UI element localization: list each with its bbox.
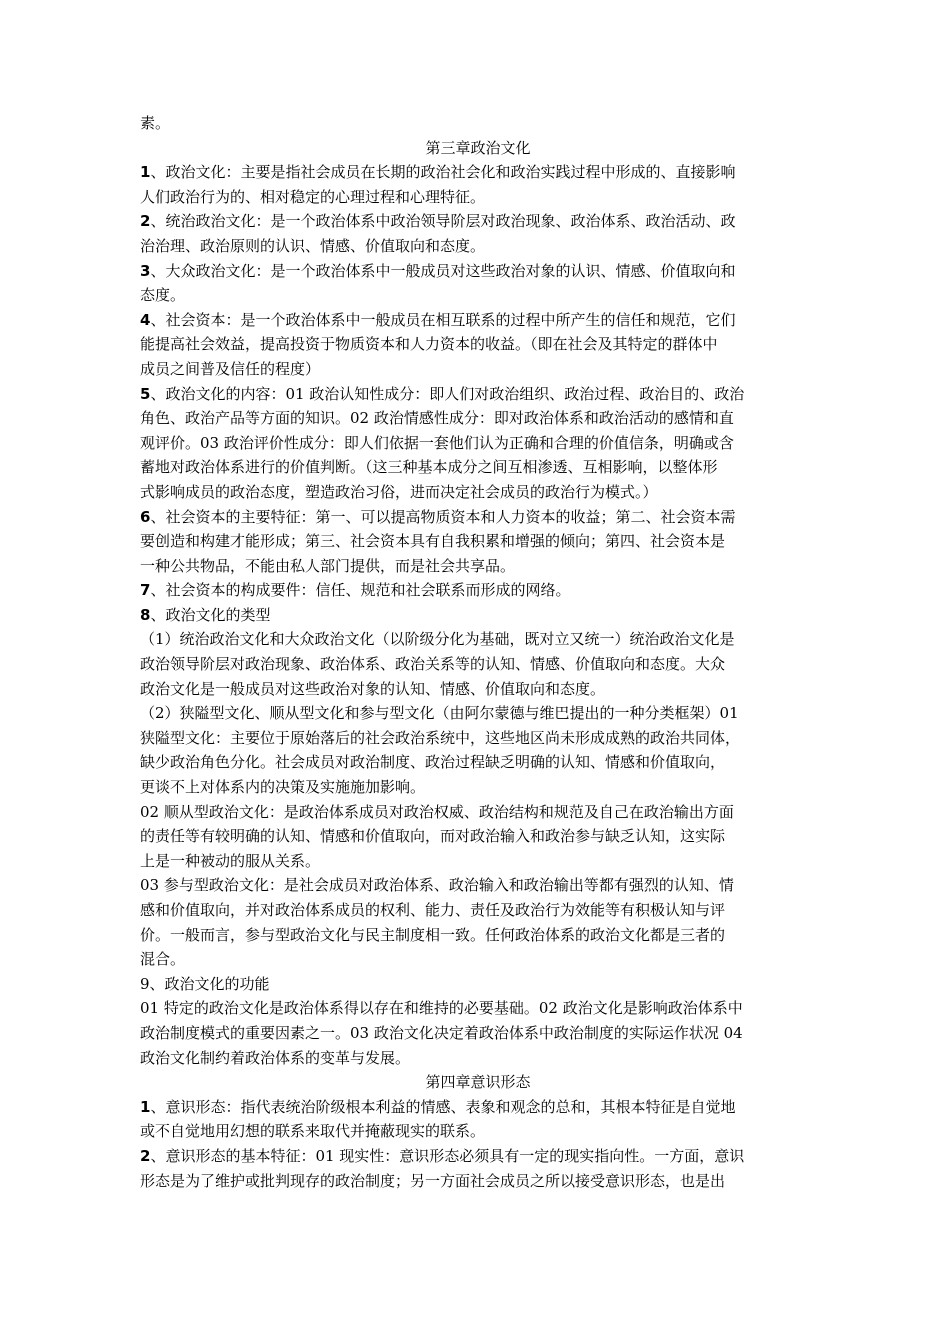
item-number: 5 xyxy=(140,384,151,403)
line-text: 观评价。03 政治评价性成分：即人们依据一套他们认为正确和合理的价值信条，明确或含 xyxy=(140,433,734,452)
text-line xyxy=(140,554,816,579)
line-text: 更谈不上对体系内的决策及实施施加影响。 xyxy=(140,778,426,797)
text-line xyxy=(140,431,816,456)
line-text: 混合。 xyxy=(140,950,186,969)
text-line xyxy=(140,898,816,923)
line-text: 政治文化是一般成员对这些政治对象的认知、情感、价值取向和态度。 xyxy=(140,679,606,698)
line-text: 第四章意识形态 xyxy=(425,1073,531,1092)
line-text: 、意识形态：指代表统治阶级根本利益的情感、表象和观念的总和，其根本特征是自觉地 xyxy=(150,1097,736,1116)
text-line xyxy=(140,209,816,234)
document-page xyxy=(140,111,816,1193)
line-text: （1）统治政治文化和大众政治文化（以阶级分化为基础，既对立又统一）统治政治文化是 xyxy=(140,630,735,649)
line-text: 政治领导阶层对政治现象、政治体系、政治关系等的认知、情感、价值取向和态度。大众 xyxy=(140,655,726,674)
text-line xyxy=(140,308,816,333)
item-number: 7 xyxy=(140,581,151,600)
line-text: 角色、政治产品等方面的知识。02 政治情感性成分：即对政治体系和政治活动的感情和直 xyxy=(140,409,734,428)
text-line xyxy=(140,259,816,284)
line-text: 要创造和构建才能形成；第三、社会资本具有自我积累和增强的倾向；第四、社会资本是 xyxy=(140,532,726,551)
line-text: 、社会资本的构成要件：信任、规范和社会联系而形成的网络。 xyxy=(150,581,571,600)
line-text: 的责任等有较明确的认知、情感和价值取向，而对政治输入和政治参与缺乏认知，这实际 xyxy=(140,827,726,846)
line-text: 、大众政治文化：是一个政治体系中一般成员对这些政治对象的认识、情感、价值取向和 xyxy=(150,261,736,280)
item-number: 1 xyxy=(140,1097,151,1116)
text-line xyxy=(140,1095,816,1120)
line-text: 一种公共物品，不能由私人部门提供，而是社会共享品。 xyxy=(140,556,516,575)
item-number: 6 xyxy=(140,507,151,526)
line-text: 式影响成员的政治态度，塑造政治习俗，进而决定社会成员的政治行为模式。） xyxy=(140,482,658,501)
line-text: 、统治政治文化：是一个政治体系中政治领导阶层对政治现象、政治体系、政治活动、政 xyxy=(150,212,736,231)
line-text: 价。一般而言，参与型政治文化与民主制度相一致。任何政治体系的政治文化都是三者的 xyxy=(140,925,726,944)
line-text: 02 顺从型政治文化：是政治体系成员对政治权威、政治结构和规范及自己在政治输出方面 xyxy=(140,802,734,821)
line-text: 形态是为了维护或批判现存的政治制度；另一方面社会成员之所以接受意识形态，也是出 xyxy=(140,1171,726,1190)
item-number: 2 xyxy=(140,1146,151,1165)
chapter-heading xyxy=(140,136,816,161)
text-line xyxy=(140,1119,816,1144)
chapter-heading xyxy=(140,1070,816,1095)
item-number: 2 xyxy=(140,212,151,231)
text-line xyxy=(140,160,816,185)
text-line xyxy=(140,185,816,210)
line-text: 、社会资本：是一个政治体系中一般成员在相互联系的过程中所产生的信任和规范，它们 xyxy=(150,310,736,329)
item-number: 8 xyxy=(140,605,151,624)
line-text: 、意识形态的基本特征：01 现实性：意识形态必须具有一定的现实指向性。一方面，意识 xyxy=(150,1146,745,1165)
text-line xyxy=(140,406,816,431)
text-line xyxy=(140,529,816,554)
line-text: 态度。 xyxy=(140,286,186,305)
text-line xyxy=(140,578,816,603)
item-number: 4 xyxy=(140,310,151,329)
line-text: 或不自觉地用幻想的联系来取代并掩蔽现实的联系。 xyxy=(140,1122,486,1141)
text-line xyxy=(140,849,816,874)
text-line xyxy=(140,234,816,259)
line-text: 成员之间普及信任的程度） xyxy=(140,359,321,378)
text-line xyxy=(140,283,816,308)
text-line xyxy=(140,800,816,825)
text-line xyxy=(140,480,816,505)
text-line xyxy=(140,652,816,677)
text-line xyxy=(140,357,816,382)
line-text: 、政治文化的内容：01 政治认知性成分：即人们对政治组织、政治过程、政治目的、政治 xyxy=(150,384,745,403)
text-line xyxy=(140,996,816,1021)
line-text: 政治制度模式的重要因素之一。03 政治文化决定着政治体系中政治制度的实际运作状况 04 xyxy=(140,1023,743,1042)
line-text: 政治文化制约着政治体系的变革与发展。 xyxy=(140,1048,411,1067)
line-text: 素。 xyxy=(140,114,171,132)
text-line xyxy=(140,775,816,800)
text-line xyxy=(140,873,816,898)
text-line xyxy=(140,455,816,480)
text-line xyxy=(140,972,816,997)
line-text: 狭隘型文化：主要位于原始落后的社会政治系统中，这些地区尚未形成成熟的政治共同体， xyxy=(140,728,741,747)
text-line xyxy=(140,947,816,972)
text-line xyxy=(140,111,816,136)
text-line xyxy=(140,382,816,407)
line-text: 治治理、政治原则的认识、情感、价值取向和态度。 xyxy=(140,236,486,255)
line-text: 9、政治文化的功能 xyxy=(140,974,270,993)
line-text: 能提高社会效益，提高投资于物质资本和人力资本的收益。（即在社会及其特定的群体中 xyxy=(140,335,718,354)
line-text: 第三章政治文化 xyxy=(425,138,531,157)
line-text: 、政治文化：主要是指社会成员在长期的政治社会化和政治实践过程中形成的、直接影响 xyxy=(150,163,736,182)
item-number: 3 xyxy=(140,261,151,280)
text-line xyxy=(140,1046,816,1071)
line-text: 、社会资本的主要特征：第一、可以提高物质资本和人力资本的收益；第二、社会资本需 xyxy=(150,507,736,526)
text-line xyxy=(140,627,816,652)
line-text: （2）狭隘型文化、顺从型文化和参与型文化（由阿尔蒙德与维巴提出的一种分类框架）01 xyxy=(140,704,739,723)
text-line xyxy=(140,677,816,702)
line-text: 、政治文化的类型 xyxy=(150,605,271,624)
line-text: 上是一种被动的服从关系。 xyxy=(140,851,321,870)
text-line xyxy=(140,701,816,726)
text-line xyxy=(140,505,816,530)
line-text: 人们政治行为的、相对稳定的心理过程和心理特征。 xyxy=(140,187,486,206)
line-text: 蓄地对政治体系进行的价值判断。（这三种基本成分之间互相渗透、互相影响，以整体形 xyxy=(140,458,718,477)
text-line xyxy=(140,603,816,628)
text-line xyxy=(140,1169,816,1194)
text-line xyxy=(140,750,816,775)
text-line xyxy=(140,824,816,849)
line-text: 03 参与型政治文化：是社会成员对政治体系、政治输入和政治输出等都有强烈的认知、情 xyxy=(140,876,734,895)
text-line xyxy=(140,923,816,948)
line-text: 感和价值取向，并对政治体系成员的权利、能力、责任及政治行为效能等有积极认知与评 xyxy=(140,901,726,919)
text-line xyxy=(140,332,816,357)
text-line xyxy=(140,726,816,751)
text-line xyxy=(140,1021,816,1046)
item-number: 1 xyxy=(140,163,151,182)
text-line xyxy=(140,1144,816,1169)
line-text: 01 特定的政治文化是政治体系得以存在和维持的必要基础。02 政治文化是影响政治体系中 xyxy=(140,999,743,1018)
line-text: 缺少政治角色分化。社会成员对政治制度、政治过程缺乏明确的认知、情感和价值取向， xyxy=(140,753,726,772)
